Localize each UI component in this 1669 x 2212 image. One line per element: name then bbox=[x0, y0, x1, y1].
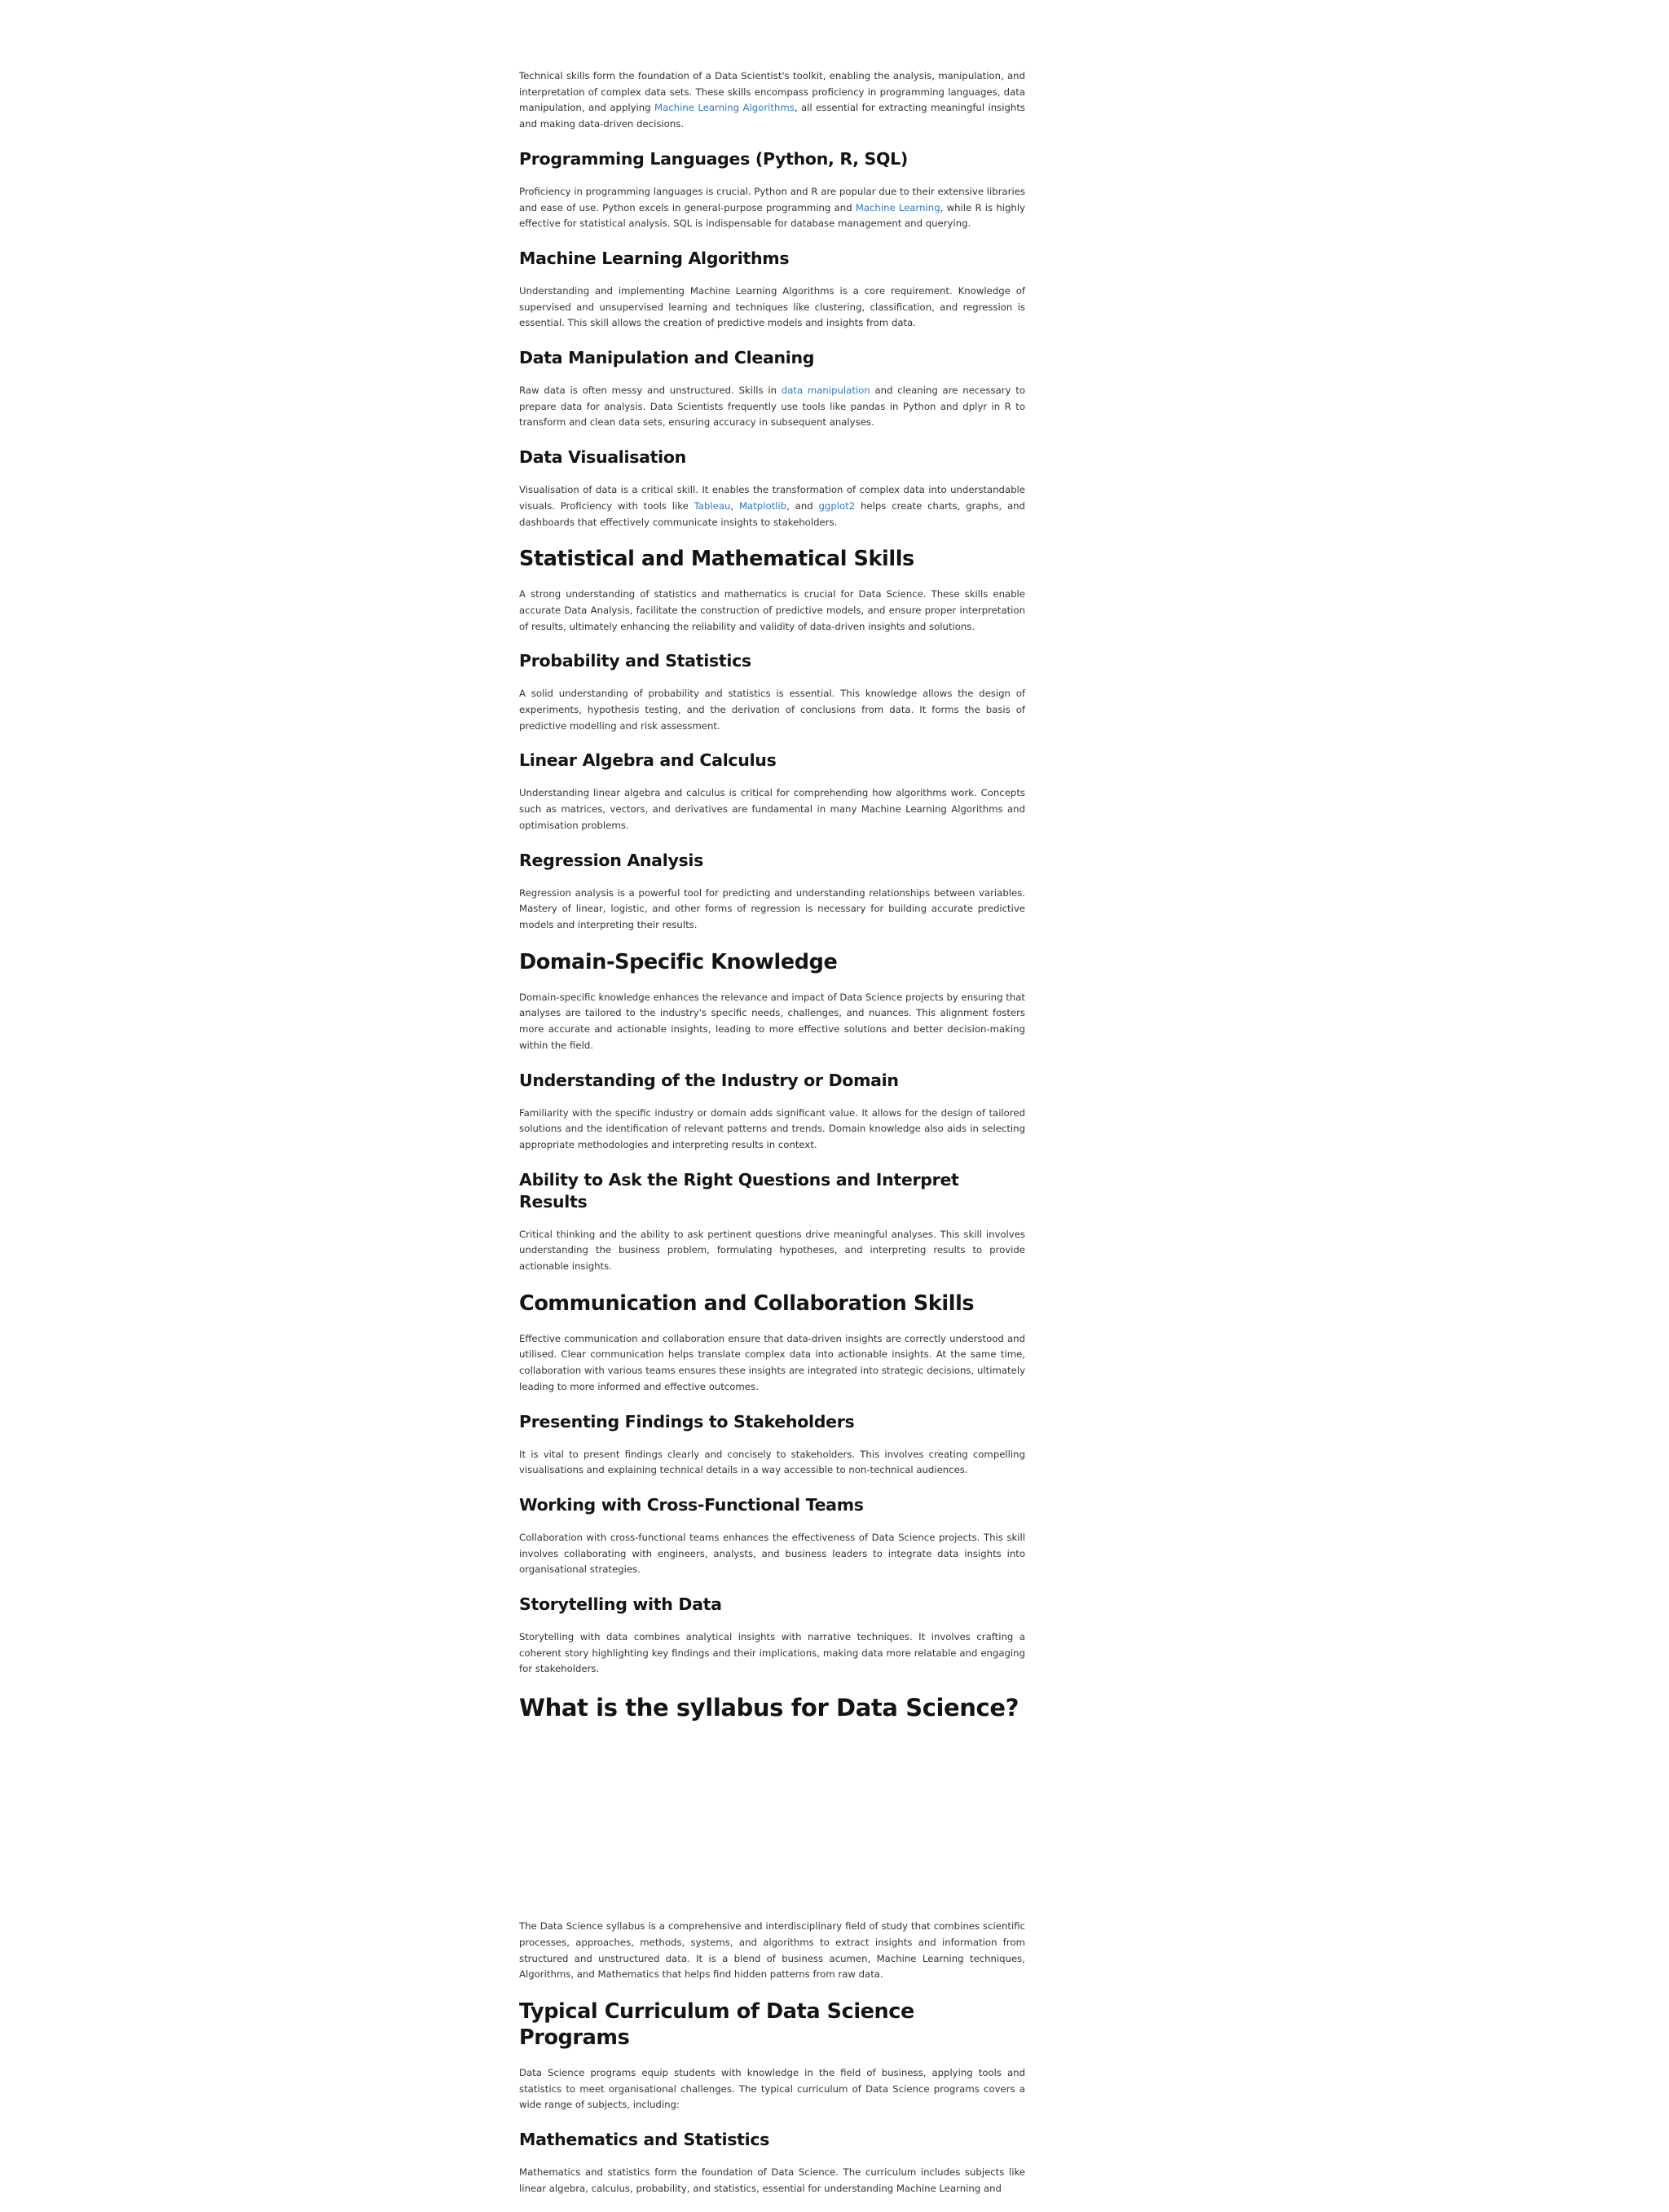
paragraph-syllabus: The Data Science syllabus is a comprehensive and interdisciplinary field of study that combines scientific processes, approaches, methods, systems, and algorithms to extract insights and information from structured and unstructured data. It is a blend of business acumen, Machine Learning techniques, Algorithms, and Mathematics that helps find hidden patterns from raw data. bbox=[519, 1920, 1025, 1981]
heading-machine-learning-algorithms: Machine Learning Algorithms bbox=[519, 248, 790, 268]
heading-linear-algebra: Linear Algebra and Calculus bbox=[519, 750, 777, 771]
heading-programming-languages: Programming Languages (Python, R, SQL) bbox=[519, 148, 908, 169]
heading-communication-skills: Communication and Collaboration Skills bbox=[519, 1291, 975, 1316]
paragraph-industry-domain: Familiarity with the specific industry or domain adds significant value. It allows for the design of tailored solutions and the identification of relevant patterns and trends. Domain knowledge also aids in selecting appropriate methodologies and interpreting results in context. bbox=[519, 1106, 1025, 1150]
text-run: Proficiency in programming languages is crucial. Python and R are popular due to their extensive libraries and ease of use. Python excels in general-purpose programming and bbox=[519, 185, 1025, 213]
paragraph-cross-functional: Collaboration with cross-functional teams enhances the effectiveness of Data Science projects. This skill involves collaborating with engineers, analysts, and business leaders to integrate data insights into organisational strategies. bbox=[519, 1531, 1025, 1576]
paragraph-programming-languages bbox=[519, 184, 1025, 232]
paragraph-communication-skills: Effective communication and collaboration ensure that data-driven insights are correctly understood and utilised. Clear communication helps translate complex data into actionable insights. At the same time, collaboration with various teams ensures these insights are integrated into strategic decisions, ultimately leading to more informed and effective outcomes. bbox=[519, 1332, 1025, 1392]
paragraph-storytelling: Storytelling with data combines analytical insights with narrative techniques. It involves crafting a coherent story highlighting key findings and their implications, making data more relatable and engaging for stakeholders. bbox=[519, 1631, 1025, 1675]
text-run: Technical skills form the foundation of a Data Scientist's toolkit, enabling the analysis, manipulation, and interpretation of complex data sets. These skills encompass proficiency in programming languages, data manipulation, and applying bbox=[519, 70, 1025, 114]
text-run: and cleaning are necessary to prepare data for analysis. Data Scientists frequently use tools like pandas in Python and dplyr in R to transform and clean data sets, ensuring accuracy in subsequent analyses. bbox=[519, 385, 1025, 429]
heading-data-manipulation: Data Manipulation and Cleaning bbox=[519, 348, 815, 368]
heading-regression-analysis: Regression Analysis bbox=[519, 850, 704, 870]
paragraph-typical-curriculum: Data Science programs equip students with knowledge in the field of business, applying tools and statistics to meet organisational challenges. The typical curriculum of Data Science programs covers a wide range of subjects, including: bbox=[519, 2066, 1025, 2111]
text-run: , and bbox=[786, 499, 819, 512]
paragraph-probability-statistics: A solid understanding of probability and statistics is essential. This knowledge allows the design of experiments, hypothesis testing, and the derivation of conclusions from data. It forms the basis of predictive modelling and risk assessment. bbox=[519, 688, 1025, 732]
link-machine-learning-algorithms[interactable]: Machine Learning Algorithms bbox=[654, 102, 795, 114]
heading-storytelling: Storytelling with Data bbox=[519, 1594, 722, 1615]
heading-typical-curriculum: Typical Curriculum of Data Science Programs bbox=[519, 1999, 914, 2050]
paragraph-mathematics-statistics: Mathematics and statistics form the foundation of Data Science. The curriculum includes subjects like linear algebra, calculus, probability, and statistics, essential for understanding Machine Learning and bbox=[519, 2166, 1025, 2194]
heading-statistical-skills: Statistical and Mathematical Skills bbox=[519, 547, 914, 572]
text-run: Visualisation of data is a critical skill. It enables the transformation of complex data into understandable visuals. Proficiency with tools like bbox=[519, 484, 1025, 512]
heading-mathematics-statistics: Mathematics and Statistics bbox=[519, 2130, 770, 2150]
link-matplotlib[interactable]: Matplotlib bbox=[738, 499, 787, 512]
heading-probability-statistics: Probability and Statistics bbox=[519, 651, 751, 671]
heading-data-visualisation: Data Visualisation bbox=[519, 447, 686, 468]
heading-cross-functional: Working with Cross-Functional Teams bbox=[519, 1494, 864, 1515]
heading-industry-domain: Understanding of the Industry or Domain bbox=[519, 1070, 899, 1090]
text-run: , bbox=[730, 499, 739, 512]
link-data-manipulation[interactable]: data manipulation bbox=[781, 385, 870, 397]
text-run: helps create charts, graphs, and dashboards that effectively communicate insights to stakeholders. bbox=[519, 499, 1025, 528]
intro-paragraph bbox=[519, 68, 1025, 133]
link-tableau[interactable]: Tableau bbox=[694, 499, 731, 512]
paragraph-statistical-skills: A strong understanding of statistics and mathematics is crucial for Data Science. These skills enable accurate Data Analysis, facilitate the construction of predictive models, and ensure proper interpretation of results, ultimately enhancing the reliability and validity of data-driven insights and solutions. bbox=[519, 588, 1025, 632]
paragraph-data-manipulation bbox=[519, 383, 1025, 431]
paragraph-domain-knowledge: Domain-specific knowledge enhances the relevance and impact of Data Science projects by ensuring that analyses are tailored to the industry's specific needs, challenges, and nuances. This alignment fosters more accurate and actionable insights, leading to more effective solutions and better decision-making within the field. bbox=[519, 991, 1025, 1051]
text-run: , all essential for extracting meaningful insights and making data-driven decisions. bbox=[519, 102, 1025, 130]
paragraph-presenting-findings: It is vital to present findings clearly and concisely to stakeholders. This involves creating compelling visualisations and explaining technical details in a way accessible to non-technical audiences. bbox=[519, 1448, 1025, 1476]
link-machine-learning[interactable]: Machine Learning bbox=[855, 201, 940, 213]
paragraph-right-questions: Critical thinking and the ability to ask pertinent questions drive meaningful analyses. This skill involves understanding the business problem, formulating hypotheses, and interpreting results to provide actionable insights. bbox=[519, 1228, 1025, 1273]
article-body bbox=[519, 68, 1025, 2212]
heading-presenting-findings: Presenting Findings to Stakeholders bbox=[519, 1411, 855, 1431]
text-run: Raw data is often messy and unstructured. Skills in bbox=[519, 385, 782, 397]
heading-right-questions: Ability to Ask the Right Questions and Interpret Results bbox=[519, 1169, 959, 1212]
link-ggplot2[interactable]: ggplot2 bbox=[818, 499, 856, 512]
paragraph-machine-learning-algorithms: Understanding and implementing Machine Learning Algorithms is a core requirement. Knowledge of supervised and unsupervised learning and techniques like clustering, classification, and regression is essential. This skill allows the creation of predictive models and insights from data. bbox=[519, 284, 1025, 329]
paragraph-data-visualisation bbox=[519, 482, 1025, 530]
heading-domain-knowledge: Domain-Specific Knowledge bbox=[519, 949, 838, 974]
text-run: , while R is highly effective for statistical analysis. SQL is indispensable for database management and querying. bbox=[519, 201, 1025, 230]
media-placeholder bbox=[519, 1737, 1025, 1919]
paragraph-regression-analysis: Regression analysis is a powerful tool for predicting and understanding relationships between variables. Mastery of linear, logistic, and other forms of regression is necessary for building accurate predictive models and interpreting their results. bbox=[519, 886, 1025, 930]
paragraph-linear-algebra: Understanding linear algebra and calculus is critical for comprehending how algorithms work. Concepts such as matrices, vectors, and derivatives are fundamental in many Machine Learning Algorithms and optimisation problems. bbox=[519, 787, 1025, 831]
heading-syllabus: What is the syllabus for Data Science? bbox=[519, 1694, 1019, 1722]
